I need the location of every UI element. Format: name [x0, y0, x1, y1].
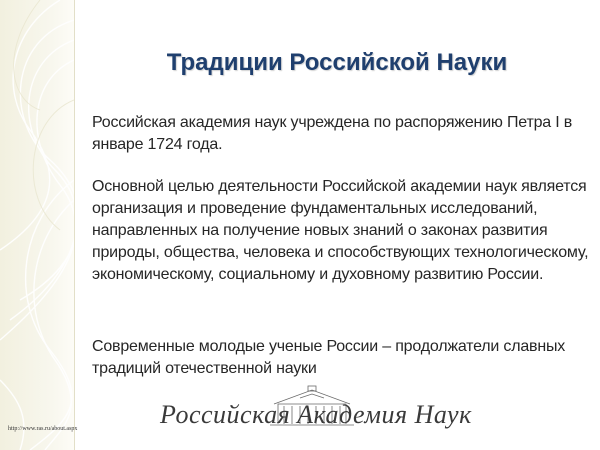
paragraph-founding: Российская академия наук учреждена по распоряжению Петра I в январе 1724 года.: [92, 114, 573, 153]
decorative-side-panel: [0, 0, 74, 450]
slide-title: Традиции Российской Науки: [166, 49, 508, 76]
academy-logo: [160, 384, 472, 444]
paragraph-young-scientists: Современные молодые ученые России – продолжатели славных традиций отечественной науки: [92, 338, 566, 377]
swirl-decoration-icon: [0, 0, 74, 450]
paragraph-mission: Основной целью деятельности Российской академии наук является организация и проведение фундаментальных исследований, направленных на получение новых знаний о законах развития природы, общества, человека и способствующих технологическому, экономическому, социальному и духовному развитию России.: [92, 178, 589, 283]
academy-logo-text: Российская Академия Наук: [160, 400, 472, 429]
source-url: http://www.ras.ru/about.aspx: [8, 426, 78, 432]
